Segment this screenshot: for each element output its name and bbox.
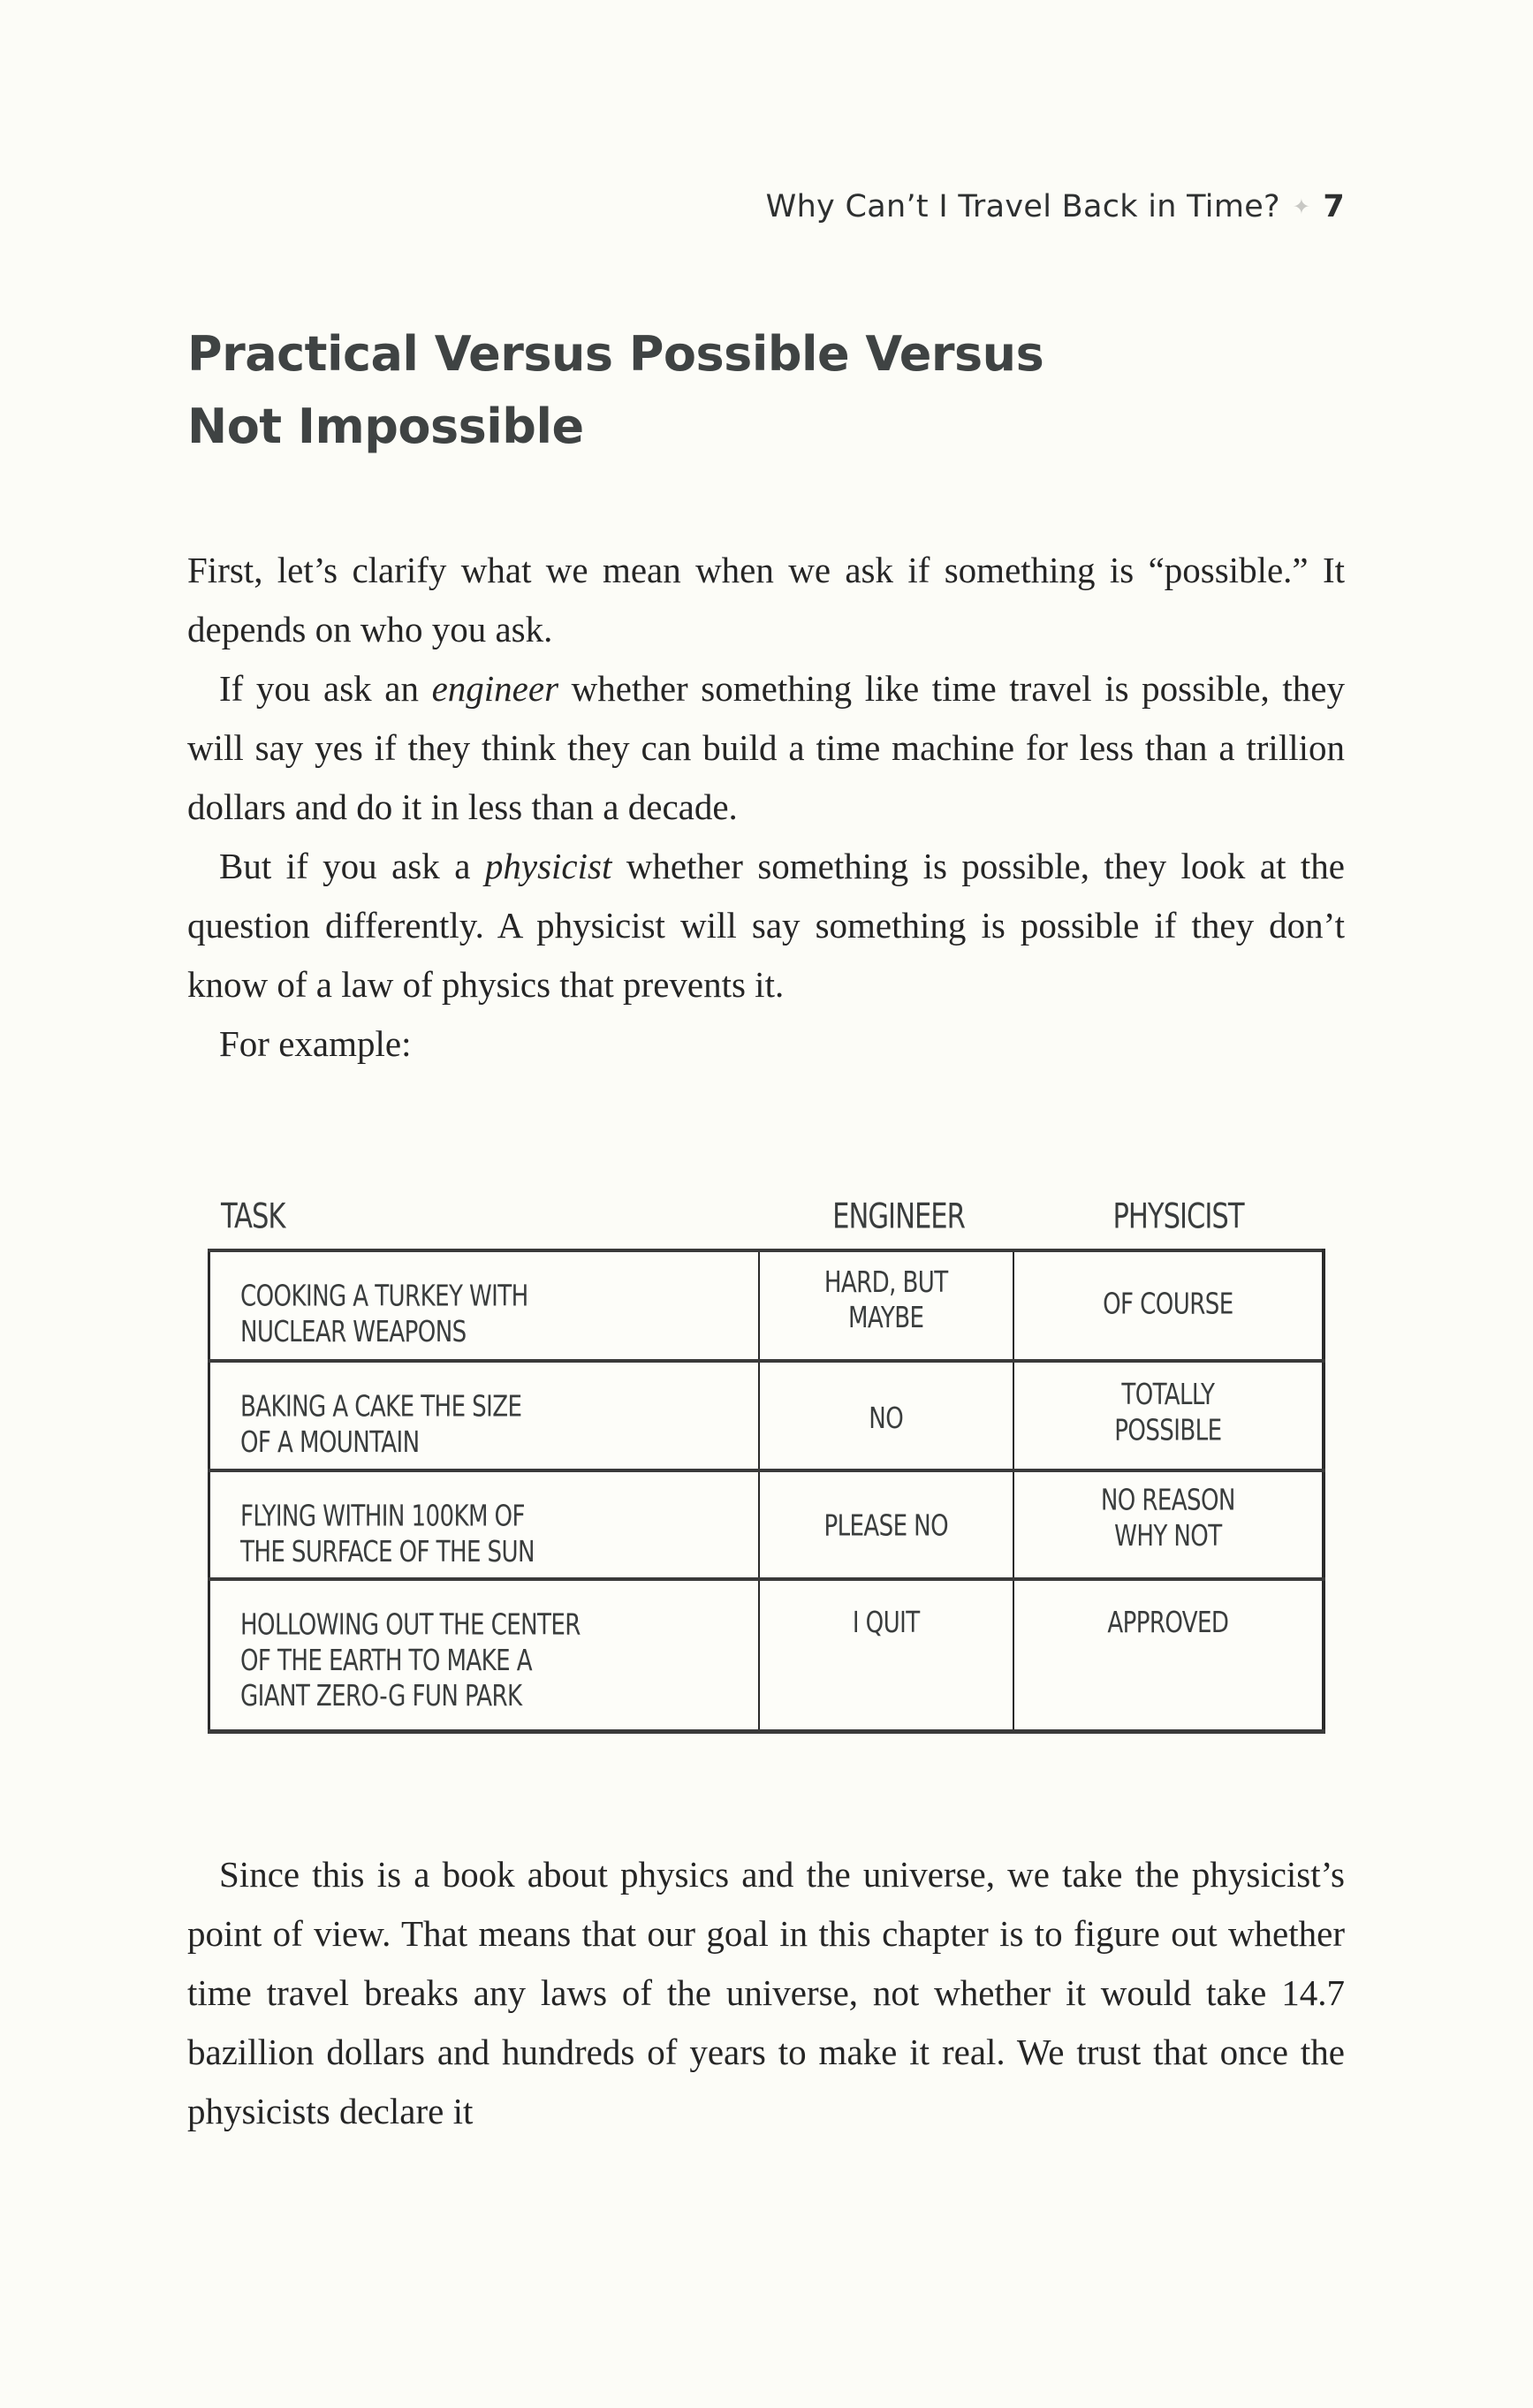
cell-text: COOKING A TURKEY WITH <box>240 1279 528 1313</box>
paragraph: First, let’s clarify what we mean when we ask if something is “possible.” It depends on who you ask. <box>187 550 1345 649</box>
running-header <box>766 189 1345 224</box>
section-heading-line-1: Practical Versus Possible Versus <box>187 326 1044 382</box>
diamond-ornament-icon: ✦ <box>1292 194 1311 219</box>
cell-text: I QUIT <box>852 1606 920 1640</box>
table-row <box>209 1250 1324 1361</box>
cell-physicist <box>1013 1470 1324 1579</box>
cell-text: WHY NOT <box>1114 1518 1222 1553</box>
page-number: 7 <box>1323 189 1345 224</box>
table-header-row <box>208 1184 1325 1249</box>
cell-text: HARD, BUT <box>823 1265 948 1299</box>
cell-text: NUCLEAR WEAPONS <box>240 1314 467 1348</box>
cell-task <box>209 1361 759 1470</box>
cell-text: PLEASE NO <box>823 1508 949 1543</box>
cell-engineer <box>759 1470 1013 1579</box>
emphasis-physicist: physicist <box>484 846 612 886</box>
table-row <box>209 1361 1324 1470</box>
body-text-intro <box>187 541 1345 1074</box>
paragraph <box>187 659 1345 837</box>
section-heading <box>187 318 1159 463</box>
paragraph <box>187 837 1345 1014</box>
table-row <box>209 1579 1324 1732</box>
cell-physicist <box>1013 1250 1324 1361</box>
paragraph-text: If you ask an <box>219 668 432 709</box>
paragraph-text: whether something like time travel is possible, they will say yes if they think they can build a time machine for less than a trillion dollars and do it in less than a decade. <box>187 668 1345 827</box>
table-row <box>209 1470 1324 1579</box>
cell-text: FLYING WITHIN 100KM OF <box>240 1499 525 1533</box>
cell-text: OF COURSE <box>1103 1287 1233 1321</box>
cell-text: NO REASON <box>1100 1483 1235 1517</box>
paragraph: Since this is a book about physics and the universe, we take the physicist’s point of view. That means that our goal in this chapter is to figure out whether time travel breaks any laws of the universe, not whether it would take 14.7 bazillion dollars and hundreds of years to make it real. We trust that once the physicists declare it <box>187 1854 1345 2131</box>
cell-text: THE SURFACE OF THE SUN <box>240 1534 535 1569</box>
paragraph-text: whether something is possible, they look at the question differently. A physicist will say something is possible if they don’t know of a law of physics that prevents it. <box>187 846 1345 1005</box>
cell-text: NO <box>869 1401 904 1435</box>
comparison-table <box>208 1249 1325 1734</box>
cell-task <box>209 1250 759 1361</box>
cell-engineer <box>759 1579 1013 1732</box>
cell-task <box>209 1470 759 1579</box>
cell-engineer <box>759 1250 1013 1361</box>
emphasis-engineer: engineer <box>431 668 559 709</box>
cell-engineer <box>759 1361 1013 1470</box>
running-header-title: Why Can’t I Travel Back in Time? <box>765 189 1280 224</box>
cell-text: TOTALLY <box>1121 1377 1215 1411</box>
paragraph-text: But if you ask a <box>219 846 485 886</box>
cell-text: APPROVED <box>1107 1606 1229 1640</box>
section-heading-line-2: Not Impossible <box>187 399 584 454</box>
cell-text: MAYBE <box>848 1300 924 1334</box>
cell-physicist <box>1013 1361 1324 1470</box>
cell-text: HOLLOWING OUT THE CENTER <box>240 1607 581 1642</box>
comparison-table-illustration <box>208 1184 1325 1734</box>
cell-text: OF A MOUNTAIN <box>240 1424 420 1459</box>
cell-text: BAKING A CAKE THE SIZE <box>240 1389 522 1424</box>
header-task: TASK <box>221 1196 285 1237</box>
paragraph: For example: <box>219 1023 412 1064</box>
cell-task <box>209 1579 759 1732</box>
cell-text: OF THE EARTH TO MAKE A <box>240 1643 532 1677</box>
body-text-conclusion <box>187 1845 1345 2141</box>
cell-text: GIANT ZERO-G FUN PARK <box>240 1678 522 1713</box>
cell-physicist <box>1013 1579 1324 1732</box>
header-physicist: PHYSICIST <box>1112 1196 1244 1237</box>
header-engineer: ENGINEER <box>832 1196 965 1237</box>
cell-text: POSSIBLE <box>1114 1413 1222 1447</box>
